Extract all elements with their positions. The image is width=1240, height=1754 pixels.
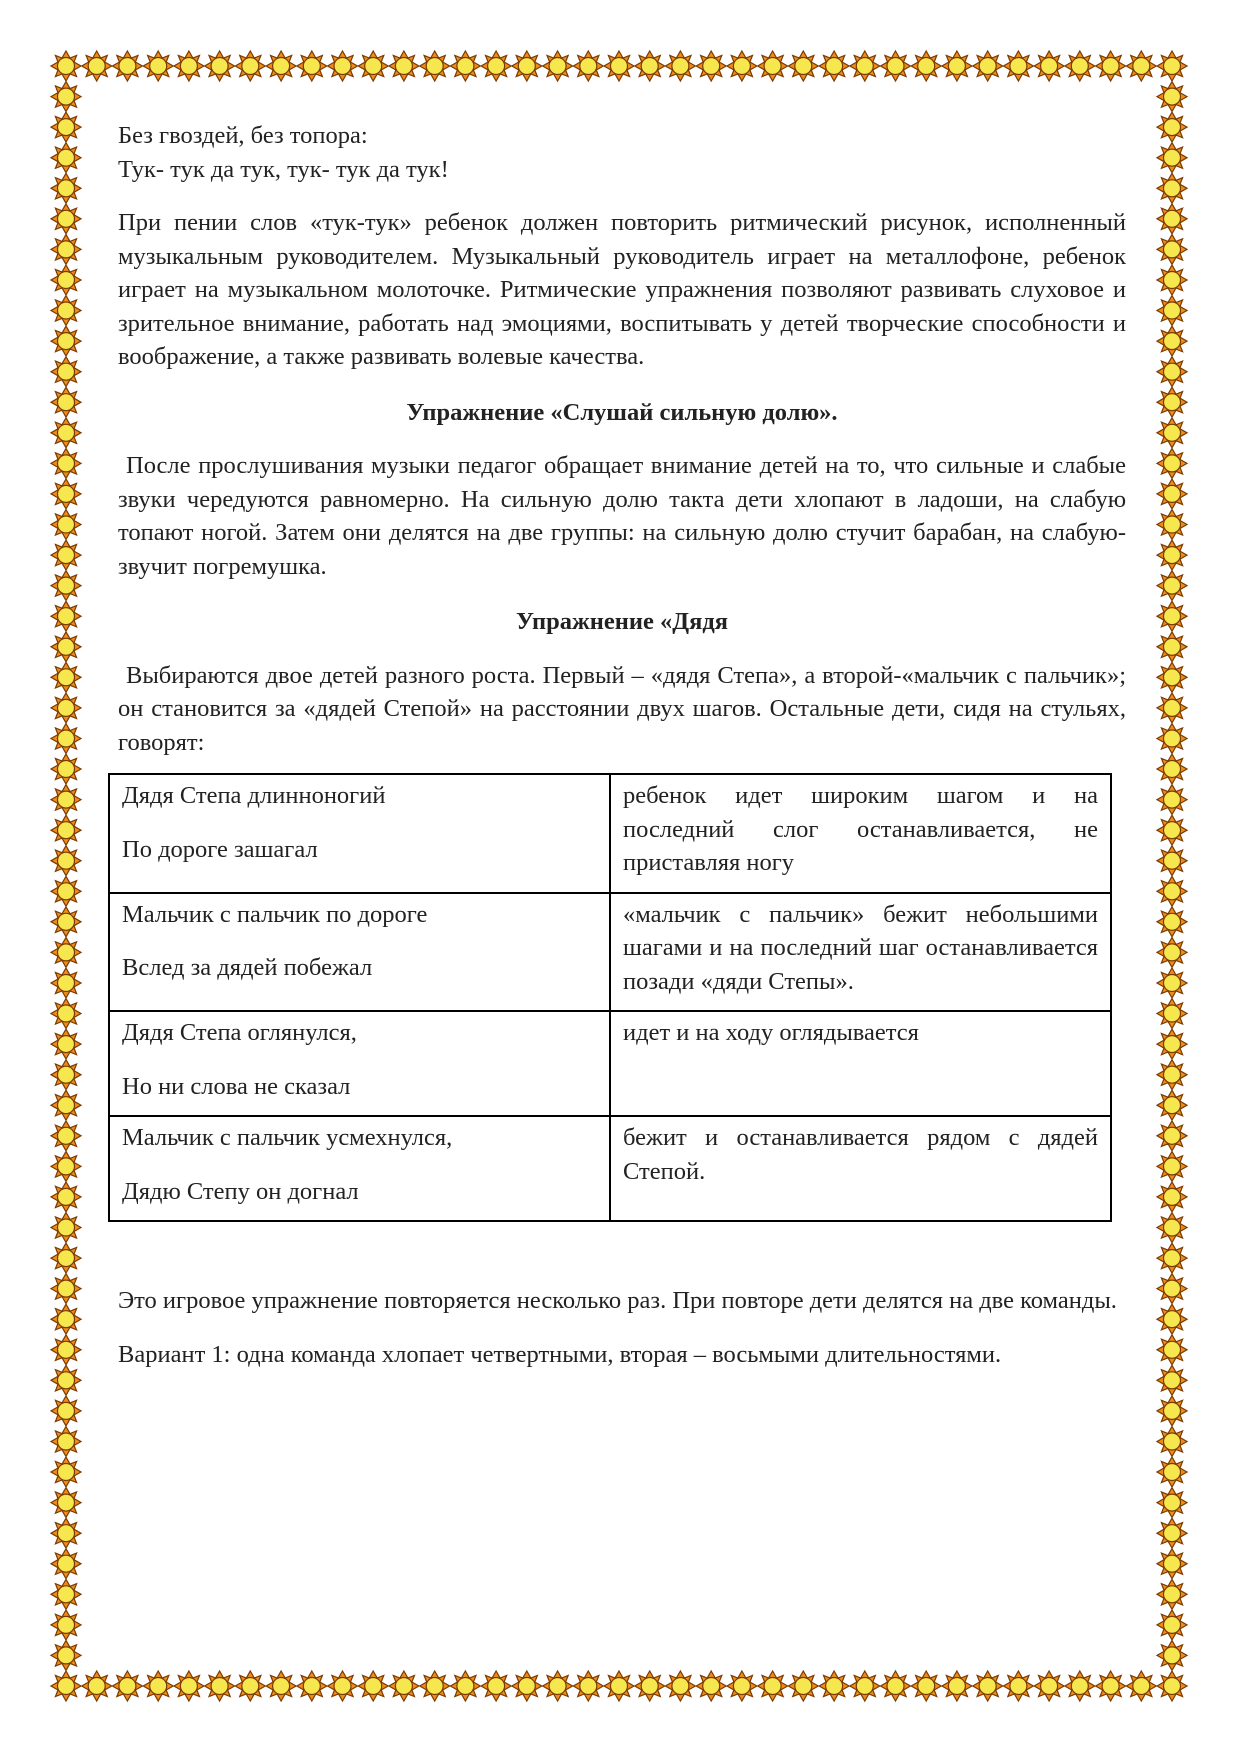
sun-icon (1157, 1365, 1187, 1395)
sun-icon (1157, 173, 1187, 203)
sun-icon (819, 1671, 849, 1701)
sun-icon (1157, 112, 1187, 142)
sun-icon (51, 418, 81, 448)
sun-icon (635, 51, 665, 81)
sun-icon (635, 1671, 665, 1701)
action-cell: бежит и останавливается рядом с дядей Степой. (610, 1116, 1111, 1221)
sun-icon (51, 326, 81, 356)
poem-line: Без гвоздей, без топора: (118, 122, 368, 149)
paragraph-uncle-intro: Выбираются двое детей разного роста. Первый – «дядя Степа», а второй-«мальчик с пальчик»; он становится за «дядей Степой» на расстоянии двух шагов. Остальные дети, сидя на стульях, говорят: (118, 661, 1126, 756)
sun-icon (1096, 1671, 1126, 1701)
table-row (109, 774, 1111, 893)
sun-icon (51, 204, 81, 234)
sun-icon (51, 1671, 81, 1701)
sun-icon (1157, 999, 1187, 1029)
sun-icon (573, 51, 603, 81)
sun-icon (51, 1151, 81, 1181)
sun-icon (235, 1671, 265, 1701)
sun-icon (112, 1671, 142, 1701)
sun-icon (1157, 662, 1187, 692)
sun-icon (51, 82, 81, 112)
sun-icon (420, 1671, 450, 1701)
sun-icon (665, 51, 695, 81)
sun-icon (665, 1671, 695, 1701)
verse-line: Дядя Степа оглянулся, (122, 1019, 357, 1046)
sun-icon (1157, 632, 1187, 662)
sun-icon (1034, 1671, 1064, 1701)
sun-icon (51, 143, 81, 173)
sun-icon (328, 51, 358, 81)
verse-cell (109, 1011, 610, 1116)
sun-icon (51, 662, 81, 692)
sun-icon (51, 1365, 81, 1395)
sun-icon (51, 1488, 81, 1518)
sun-icon (51, 907, 81, 937)
sun-icon (1157, 1518, 1187, 1548)
sun-icon (51, 112, 81, 142)
sun-icon (481, 51, 511, 81)
sun-icon (1157, 754, 1187, 784)
sun-icon (51, 1640, 81, 1670)
sun-icon (788, 51, 818, 81)
sun-icon (881, 51, 911, 81)
sun-icon (51, 296, 81, 326)
sun-icon (82, 1671, 112, 1701)
sun-icon (51, 876, 81, 906)
sun-icon (1157, 785, 1187, 815)
sun-icon (788, 1671, 818, 1701)
sun-icon (1157, 1274, 1187, 1304)
sun-icon (1157, 418, 1187, 448)
sun-icon (1003, 1671, 1033, 1701)
sun-icon (51, 1029, 81, 1059)
sun-icon (1157, 82, 1187, 112)
sun-icon (1157, 571, 1187, 601)
verse-line: Вслед за дядей побежал (122, 954, 373, 981)
sun-icon (1157, 724, 1187, 754)
sun-icon (973, 1671, 1003, 1701)
sun-icon (850, 1671, 880, 1701)
sun-icon (1157, 1640, 1187, 1670)
heading-strong-beat: Упражнение «Слушай сильную долю». (406, 398, 838, 426)
sun-icon (604, 1671, 634, 1701)
sun-icon (51, 51, 81, 81)
poem-line: Тук- тук да тук, тук- тук да тук! (118, 155, 449, 183)
sun-icon (297, 51, 327, 81)
sun-icon (174, 1671, 204, 1701)
sun-icon (604, 51, 634, 81)
sun-icon (973, 51, 1003, 81)
sun-icon (450, 51, 480, 81)
sun-icon (1157, 1488, 1187, 1518)
sun-icon (1034, 51, 1064, 81)
sun-icon (1096, 51, 1126, 81)
sun-icon (1157, 1243, 1187, 1273)
sun-icon (51, 999, 81, 1029)
sun-icon (727, 1671, 757, 1701)
sun-icon (1157, 1396, 1187, 1426)
sun-icon (51, 265, 81, 295)
paragraph-rhythm-exercise: При пении слов «тук-тук» ребенок должен повторить ритмический рисунок, исполненный музыкальным руководителем. Музыкальный руководитель играет на металлофоне, ребенок играет на музыкальном молоточке. Ритмические упражнения позволяют развивать слуховое и зрительное внимание, работать над эмоциями, воспитывать у детей творческие способности и воображение, а также развивать волевые качества. (118, 209, 1126, 370)
sun-icon (1157, 448, 1187, 478)
verse-line: Мальчик с пальчик усмехнулся, (122, 1124, 453, 1151)
sun-icon (850, 51, 880, 81)
sun-icon (1157, 234, 1187, 264)
sun-icon (143, 1671, 173, 1701)
sun-icon (1157, 387, 1187, 417)
sun-icon (51, 571, 81, 601)
sun-icon (512, 51, 542, 81)
sun-icon (1157, 1335, 1187, 1365)
sun-icon (1157, 1457, 1187, 1487)
sun-icon (1157, 1610, 1187, 1640)
sun-icon (51, 479, 81, 509)
sun-icon (1157, 1427, 1187, 1457)
sun-icon (1157, 1029, 1187, 1059)
sun-icon (758, 1671, 788, 1701)
sun-icon (51, 601, 81, 631)
sun-icon (82, 51, 112, 81)
sun-icon (1157, 846, 1187, 876)
sun-icon (51, 448, 81, 478)
sun-icon (51, 1213, 81, 1243)
sun-icon (51, 1579, 81, 1609)
sun-icon (266, 1671, 296, 1701)
sun-icon (1157, 693, 1187, 723)
sun-icon (328, 1671, 358, 1701)
sun-icon (389, 51, 419, 81)
sun-icon (143, 51, 173, 81)
sun-icon (51, 632, 81, 662)
sun-icon (1157, 1121, 1187, 1151)
sun-icon (1157, 326, 1187, 356)
sun-icon (51, 1090, 81, 1120)
sun-icon (942, 1671, 972, 1701)
sun-icon (51, 357, 81, 387)
sun-icon (51, 1060, 81, 1090)
sun-icon (942, 51, 972, 81)
sun-icon (51, 724, 81, 754)
sun-icon (51, 234, 81, 264)
sun-icon (51, 1457, 81, 1487)
sun-icon (1157, 1060, 1187, 1090)
sun-icon (51, 1335, 81, 1365)
sun-icon (297, 1671, 327, 1701)
action-cell: «мальчик с пальчик» бежит небольшими шагами и на последний шаг останавливается позади «дяди Степы». (610, 893, 1111, 1012)
paragraph-repeat: Это игровое упражнение повторяется несколько раз. При повторе дети делятся на две команды. (118, 1287, 1117, 1314)
sun-icon (51, 1274, 81, 1304)
sun-icon (51, 1427, 81, 1457)
sun-icon (174, 51, 204, 81)
sun-icon (881, 1671, 911, 1701)
sun-icon (512, 1671, 542, 1701)
sun-icon (51, 693, 81, 723)
verse-line: Но ни слова не сказал (122, 1072, 351, 1100)
sun-icon (51, 1610, 81, 1640)
sun-icon (235, 51, 265, 81)
sun-icon (1157, 1151, 1187, 1181)
sun-icon (1157, 907, 1187, 937)
sun-icon (911, 1671, 941, 1701)
paragraph-strong-beat: После прослушивания музыки педагог обращает внимание детей на то, что сильные и слабые звуки чередуются равномерно. На сильную долю такта дети хлопают в ладоши, на слабую топают ногой. Затем они делятся на две группы: на сильную долю стучит барабан, на слабую- звучит погремушка. (118, 452, 1126, 580)
sun-icon (51, 1518, 81, 1548)
sun-icon (51, 1549, 81, 1579)
sun-icon (911, 51, 941, 81)
sun-icon (450, 1671, 480, 1701)
sun-icon (1157, 265, 1187, 295)
sun-icon (51, 968, 81, 998)
action-cell: идет и на ходу оглядывается (610, 1011, 1111, 1116)
sun-icon (1157, 143, 1187, 173)
sun-icon (51, 173, 81, 203)
sun-icon (389, 1671, 419, 1701)
sun-icon (51, 937, 81, 967)
paragraph-variant-1: Вариант 1: одна команда хлопает четвертными, вторая – восьмыми длительностями. (118, 1340, 1002, 1368)
sun-icon (358, 51, 388, 81)
sun-icon (51, 846, 81, 876)
sun-icon (819, 51, 849, 81)
sun-icon (1157, 968, 1187, 998)
sun-icon (358, 1671, 388, 1701)
sun-icon (543, 1671, 573, 1701)
sun-icon (51, 510, 81, 540)
table-row (109, 1116, 1111, 1221)
sun-icon (1157, 204, 1187, 234)
sun-icon (1065, 51, 1095, 81)
sun-icon (266, 51, 296, 81)
sun-icon (1157, 815, 1187, 845)
sun-icon (1065, 1671, 1095, 1701)
verse-action-table (108, 773, 1112, 1222)
sun-icon (727, 51, 757, 81)
verse-cell (109, 893, 610, 1012)
sun-icon (1157, 540, 1187, 570)
sun-icon (1157, 296, 1187, 326)
sun-icon (1157, 510, 1187, 540)
sun-icon (1126, 1671, 1156, 1701)
sun-icon (51, 1396, 81, 1426)
sun-icon (51, 815, 81, 845)
sun-icon (51, 540, 81, 570)
sun-icon (1157, 1671, 1187, 1701)
sun-icon (1157, 1182, 1187, 1212)
document-body (118, 119, 1126, 1371)
sun-icon (51, 1243, 81, 1273)
sun-icon (1157, 1579, 1187, 1609)
sun-icon (1157, 357, 1187, 387)
sun-icon (51, 754, 81, 784)
sun-icon (1157, 479, 1187, 509)
sun-icon (1157, 876, 1187, 906)
sun-icon (1157, 937, 1187, 967)
sun-icon (1126, 51, 1156, 81)
sun-icon (420, 51, 450, 81)
verse-line: Дядю Степу он догнал (122, 1177, 359, 1205)
sun-icon (543, 51, 573, 81)
verse-line: Дядя Степа длинноногий (122, 782, 386, 809)
sun-icon (573, 1671, 603, 1701)
sun-icon (205, 1671, 235, 1701)
sun-icon (1157, 1549, 1187, 1579)
sun-icon (1157, 601, 1187, 631)
sun-icon (1157, 1090, 1187, 1120)
sun-icon (51, 1304, 81, 1334)
table-row (109, 893, 1111, 1012)
sun-icon (205, 51, 235, 81)
sun-icon (51, 785, 81, 815)
heading-uncle: Упражнение «Дядя (516, 608, 728, 635)
sun-icon (1157, 1304, 1187, 1334)
sun-icon (112, 51, 142, 81)
sun-icon (1003, 51, 1033, 81)
sun-icon (51, 387, 81, 417)
verse-cell (109, 1116, 610, 1221)
sun-icon (51, 1182, 81, 1212)
verse-line: По дороге зашагал (122, 835, 318, 863)
sun-icon (758, 51, 788, 81)
sun-icon (51, 1121, 81, 1151)
table-row (109, 1011, 1111, 1116)
verse-cell (109, 774, 610, 893)
sun-icon (1157, 51, 1187, 81)
sun-icon (696, 51, 726, 81)
sun-icon (481, 1671, 511, 1701)
action-cell: ребенок идет широким шагом и на последний слог останавливается, не приставляя ногу (610, 774, 1111, 893)
sun-icon (696, 1671, 726, 1701)
sun-icon (1157, 1213, 1187, 1243)
verse-line: Мальчик с пальчик по дороге (122, 900, 428, 928)
